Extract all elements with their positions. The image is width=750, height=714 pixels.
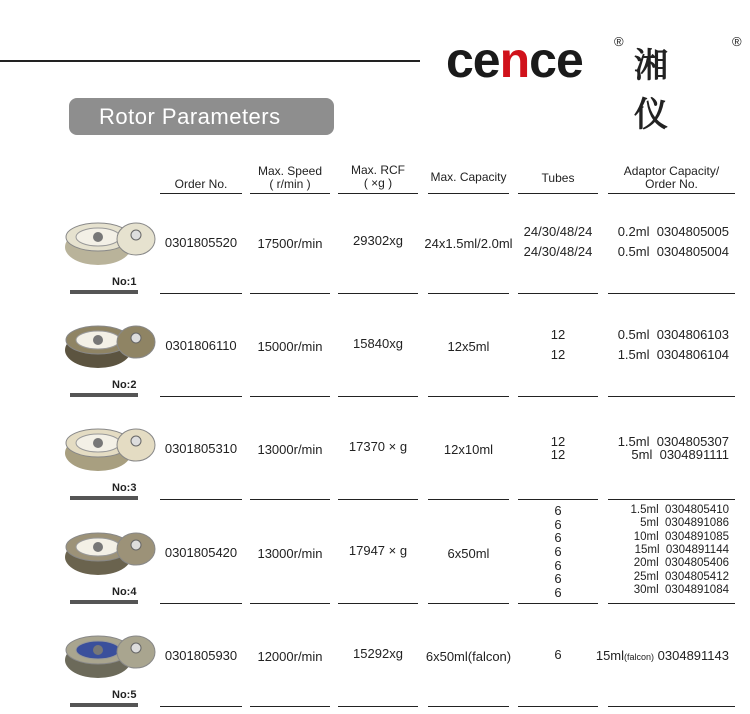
header-adaptor: Adaptor Capacity/ <box>623 164 720 178</box>
rotor-number-label: No:1 <box>112 276 137 288</box>
order-number: 0301806110 <box>165 338 237 353</box>
header-speed: Max. Speed <box>257 164 323 178</box>
row-underline <box>250 396 330 397</box>
tubes-value: 12 <box>550 433 566 449</box>
adaptor-value: 0.2ml 0304805005 <box>617 224 729 239</box>
header-rcf: ( ×g ) <box>363 176 393 190</box>
adaptor-value <box>596 649 729 664</box>
rotor-image <box>62 209 158 269</box>
row-underline <box>428 396 509 397</box>
header-underline <box>518 193 598 194</box>
row-underline <box>608 396 735 397</box>
rotor-image <box>62 622 158 682</box>
row-underline <box>608 499 735 500</box>
adaptor-value: 1.5ml 0304805410 <box>630 503 729 516</box>
row-underline <box>160 499 242 500</box>
rotor-number-label: No:4 <box>112 586 137 598</box>
header-underline <box>250 193 330 194</box>
rotor-label-bar <box>70 703 138 707</box>
row-underline <box>428 603 509 604</box>
tubes-value: 24/30/48/24 <box>523 244 593 259</box>
adaptor-value: 1.5ml 0304806104 <box>617 347 729 362</box>
row-underline <box>518 293 598 294</box>
row-underline <box>338 293 418 294</box>
rotor-label-bar <box>70 600 138 604</box>
row-underline <box>250 499 330 500</box>
row-underline <box>518 706 598 707</box>
max-speed: 12000r/min <box>257 649 323 664</box>
tubes-value: 6 <box>554 502 562 518</box>
row-underline <box>160 396 242 397</box>
adaptor-value: 0.5ml 0304806103 <box>617 327 729 342</box>
row-underline <box>250 706 330 707</box>
max-rcf: 15292xg <box>353 646 403 661</box>
rotor-label-bar <box>70 393 138 397</box>
section-title: Rotor Parameters <box>69 98 334 135</box>
max-speed: 13000r/min <box>257 442 323 457</box>
adaptor-value: 10ml 0304891085 <box>633 530 729 543</box>
tubes-value: 6 <box>554 557 562 573</box>
row-underline <box>428 706 509 707</box>
row-underline <box>428 499 509 500</box>
adaptor-value: 15ml 0304891144 <box>634 544 729 556</box>
header-capacity: Max. Capacity <box>430 170 507 184</box>
tubes-value: 6 <box>554 530 562 546</box>
row-underline <box>608 603 735 604</box>
header-underline <box>428 193 509 194</box>
rotor-image <box>62 519 158 579</box>
rotor-label-bar <box>70 496 138 500</box>
max-speed: 15000r/min <box>257 339 323 354</box>
row-underline <box>338 499 418 500</box>
row-underline <box>338 603 418 604</box>
tubes-value: 12 <box>550 327 566 342</box>
header-underline <box>338 193 418 194</box>
tubes-value: 24/30/48/24 <box>523 224 593 239</box>
rotor-label-bar <box>70 290 138 294</box>
order-number: 0301805310 <box>164 441 238 456</box>
row-underline <box>518 499 598 500</box>
row-underline <box>250 603 330 604</box>
adaptor-value: 5ml 0304891086 <box>640 517 729 530</box>
order-number: 0301805930 <box>164 648 238 663</box>
adaptor-value: 30ml 0304891084 <box>633 584 729 597</box>
row-underline <box>608 293 735 294</box>
rotor-image <box>62 312 158 372</box>
adaptor-order: 0304891143 <box>654 648 729 663</box>
row-underline <box>338 396 418 397</box>
max-rcf: 15840xg <box>353 336 403 351</box>
header-adaptor: Order No. <box>645 177 698 191</box>
rotor-number-label: No:2 <box>112 379 137 391</box>
rotor-image <box>62 415 158 475</box>
max-speed: 13000r/min <box>257 546 323 561</box>
adaptor-capacity: 15ml <box>595 648 625 663</box>
tubes-value: 12 <box>550 347 566 362</box>
adaptor-note: (falcon) <box>624 652 655 662</box>
header-rcf: Max. RCF <box>351 163 405 177</box>
row-underline <box>518 603 598 604</box>
header-tubes: Tubes <box>541 171 575 185</box>
tubes-value: 6 <box>554 571 562 587</box>
max-capacity: 6x50ml(falcon) <box>425 649 512 664</box>
header-underline <box>160 193 242 194</box>
row-underline <box>518 396 598 397</box>
tubes-value: 6 <box>554 516 562 532</box>
order-number: 0301805420 <box>164 545 238 560</box>
tubes-value: 6 <box>554 585 562 601</box>
row-underline <box>608 706 735 707</box>
row-underline <box>250 293 330 294</box>
max-capacity: 24x1.5ml/2.0ml <box>424 236 513 251</box>
max-rcf: 17947 × g <box>348 543 408 558</box>
row-underline <box>338 706 418 707</box>
adaptor-value: 5ml 0304891111 <box>631 446 729 462</box>
max-rcf: 29302xg <box>353 233 403 248</box>
row-underline <box>160 293 242 294</box>
tubes-value: 6 <box>554 544 562 559</box>
adaptor-value: 0.5ml 0304805004 <box>617 244 729 259</box>
max-capacity: 12x5ml <box>447 339 490 354</box>
row-underline <box>160 603 242 604</box>
header-speed: ( r/min ) <box>269 177 311 191</box>
max-capacity: 12x10ml <box>443 442 494 457</box>
max-rcf: 17370 × g <box>348 439 408 454</box>
max-capacity: 6x50ml <box>447 546 490 561</box>
header-underline <box>608 193 735 194</box>
adaptor-value: 25ml 0304805412 <box>633 570 729 583</box>
header-order: Order No. <box>174 177 228 191</box>
row-underline <box>160 706 242 707</box>
order-number: 0301805520 <box>164 235 238 250</box>
rotor-number-label: No:3 <box>112 482 137 494</box>
row-underline <box>428 293 509 294</box>
rotor-number-label: No:5 <box>112 689 137 701</box>
page: cence ® 湘仪 ® Rotor Parameters Order No. Max. Speed ( r/min ) Max. RCF ( ×g ) Max. Capacity Tubes Adaptor Capacity/ Order No. No:1 0301805520 17500r/min 29302xg 24x1.5ml/2.0ml 24/30/48/24 24/30/48/24 0.2ml 0304805005 0.5ml 0304805004 No:2 0301806110 15000r/min 15840xg 12x5ml 12 12 0.5ml 0304806103 1.5ml 0304806104 No:3 0301805310 13000r/min 17370 × g 12x10ml 12 12 1.5ml 0304805307 5ml 0304891111 No:4 0301805420 13000r/min 17947 × g 6x50ml 6 6 6 6 6 6 6 1.5ml 0304805410 5ml 0304891086 10ml 0304891085 15ml 0304891144 20ml 0304805406 25ml 0304805412 30ml 0304891084 No:5 0301805930 12000r/min 15292xg 6x50ml(falcon) 6 15ml(falcon) 0304891143 <box>0 0 750 714</box>
tubes-value: 6 <box>554 647 562 662</box>
header-rule <box>0 60 420 62</box>
adaptor-value: 20ml 0304805406 <box>633 557 729 570</box>
adaptor-value: 1.5ml 0304805307 <box>617 433 729 449</box>
max-speed: 17500r/min <box>257 236 323 251</box>
tubes-value: 12 <box>550 446 566 462</box>
